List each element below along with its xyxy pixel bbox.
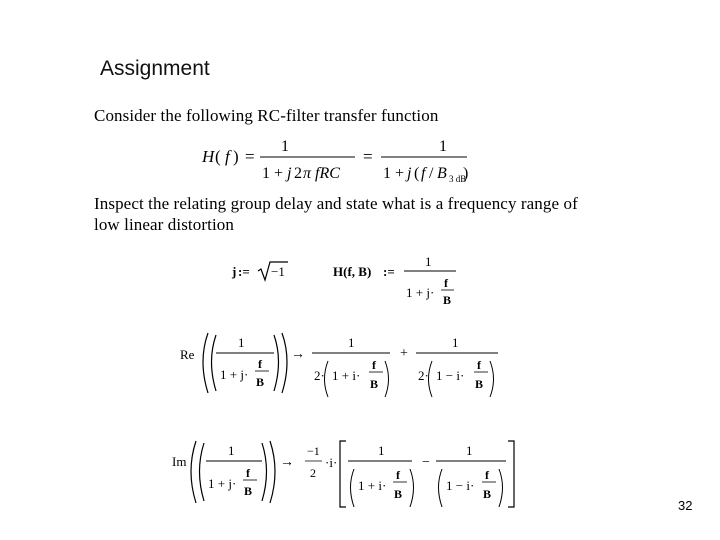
svg-text:f: f	[372, 358, 376, 372]
svg-text:3 dB: 3 dB	[449, 174, 467, 184]
svg-text:1: 1	[466, 443, 473, 458]
page-number: 32	[678, 498, 693, 513]
intro-text: Consider the following RC-filter transfer function	[94, 106, 439, 125]
svg-text:j: j	[232, 264, 237, 279]
svg-text:+: +	[400, 346, 408, 361]
svg-text:B: B	[370, 377, 379, 391]
svg-text:−1: −1	[307, 444, 320, 458]
svg-text:→: →	[291, 347, 305, 362]
svg-text:1 + j·: 1 + j·	[208, 476, 237, 491]
formula1-num2: 1	[439, 138, 447, 155]
svg-text:f: f	[246, 466, 250, 480]
svg-text:B: B	[443, 293, 452, 307]
svg-text:·i·: ·i·	[325, 455, 338, 470]
svg-text:B: B	[256, 375, 265, 389]
svg-text:B: B	[244, 484, 253, 498]
real-part-result	[176, 323, 506, 405]
svg-text:−: −	[422, 455, 430, 470]
svg-text:1 +: 1 +	[262, 165, 284, 182]
svg-text:f: f	[485, 468, 489, 482]
svg-text:j: j	[407, 165, 412, 182]
svg-text:f: f	[225, 147, 230, 166]
svg-text:f: f	[444, 276, 448, 290]
svg-text:B: B	[437, 165, 447, 182]
svg-text:1 + j·: 1 + j·	[220, 367, 249, 382]
svg-text:−1: −1	[271, 264, 285, 279]
svg-text:=: =	[363, 147, 373, 166]
svg-text:B: B	[483, 487, 492, 501]
svg-text:π fRC: π fRC	[303, 165, 340, 182]
svg-text:1 + i·: 1 + i·	[358, 478, 387, 493]
svg-text:f: f	[258, 357, 262, 371]
imaginary-part-result	[170, 435, 520, 515]
svg-text:2·: 2·	[418, 368, 429, 383]
svg-text:): )	[463, 165, 469, 182]
question-line-2: low linear distortion	[94, 215, 234, 234]
im-label: Im	[172, 454, 187, 469]
svg-text:→: →	[280, 455, 294, 470]
svg-text:1 − i·: 1 − i·	[446, 478, 475, 493]
svg-text::=: :=	[238, 264, 250, 279]
svg-text:f: f	[477, 358, 481, 372]
mathcad-definitions	[228, 250, 468, 318]
svg-text:2: 2	[310, 466, 316, 480]
svg-text:B: B	[475, 377, 484, 391]
svg-text:1: 1	[238, 335, 245, 350]
svg-text:2·: 2·	[314, 368, 325, 383]
svg-text:1: 1	[452, 335, 459, 350]
svg-text:1 + j·: 1 + j·	[406, 285, 435, 300]
svg-text:1 +: 1 +	[383, 165, 405, 182]
svg-text:1 − i·: 1 − i·	[436, 368, 465, 383]
svg-text::=: :=	[383, 264, 395, 279]
svg-text:1: 1	[228, 443, 235, 458]
transfer-function-formula	[195, 134, 485, 184]
svg-text:f: f	[396, 468, 400, 482]
re-label: Re	[180, 347, 195, 362]
svg-text:(: (	[414, 165, 420, 182]
svg-text:1: 1	[378, 443, 385, 458]
svg-text:(: (	[215, 147, 221, 166]
svg-text:H(f, B): H(f, B)	[333, 264, 372, 279]
question-line-1: Inspect the relating group delay and state what is a frequency range of	[94, 194, 578, 213]
svg-text:): )	[233, 147, 239, 166]
svg-text:1: 1	[348, 335, 355, 350]
svg-text:B: B	[394, 487, 403, 501]
slide-title: Assignment	[100, 57, 210, 80]
formula1-num1: 1	[281, 138, 289, 155]
svg-text:/: /	[429, 165, 434, 182]
svg-text:=: =	[245, 147, 255, 166]
svg-text:f: f	[421, 165, 426, 182]
svg-text:H: H	[202, 147, 215, 166]
svg-text:1 + i·: 1 + i·	[332, 368, 361, 383]
svg-text:j: j	[287, 165, 292, 182]
svg-text:2: 2	[294, 165, 302, 182]
svg-text:1: 1	[425, 254, 432, 269]
